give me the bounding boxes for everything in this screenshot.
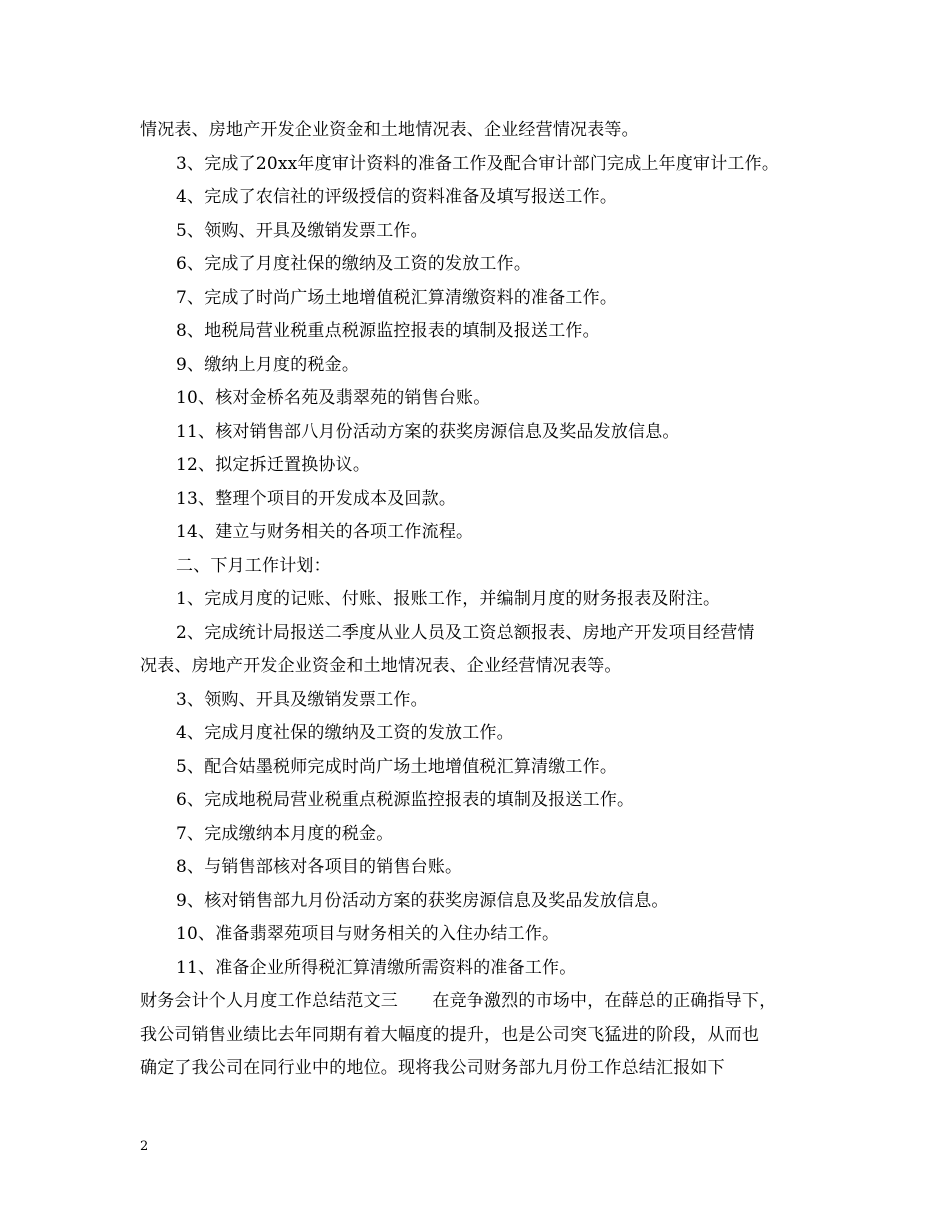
text-line: 确定了我公司在同行业中的地位。现将我公司财务部九月份工作总结汇报如下 <box>140 1058 725 1078</box>
text-line: 4、完成了农信社的评级授信的资料准备及填写报送工作。 <box>176 187 618 207</box>
text-line: 11、核对销售部八月份活动方案的获奖房源信息及奖品发放信息。 <box>176 421 680 442</box>
text-line: 6、完成了月度社保的缴纳及工资的发放工作。 <box>176 254 532 274</box>
text-line: 10、核对金桥名苑及翡翠苑的销售台账。 <box>176 388 491 408</box>
text-line: 我公司销售业绩比去年同期有着大幅度的提升，也是公司突飞猛进的阶段，从而也 <box>140 1024 760 1045</box>
text-line: 财务会计个人月度工作总结范文三 在竞争激烈的市场中，在薛总的正确指导下， <box>140 991 777 1011</box>
text-line: 9、缴纳上月度的税金。 <box>176 354 360 375</box>
text-line: 11、准备企业所得税汇算清缴所需资料的准备工作。 <box>176 957 577 978</box>
text-line: 7、完成缴纳本月度的税金。 <box>176 823 394 844</box>
text-line: 5、领购、开具及缴销发票工作。 <box>176 220 428 241</box>
text-line: 3、完成了20xx年度审计资料的准备工作及配合审计部门完成上年度审计工作。 <box>176 153 780 174</box>
document-body <box>140 114 840 1086</box>
text-line: 9、核对销售部九月份活动方案的获奖房源信息及奖品发放信息。 <box>176 890 669 911</box>
page-number: 2 <box>140 1139 149 1154</box>
text-line: 1、完成月度的记账、付账、报账工作，并编制月度的财务报表及附注。 <box>176 589 721 609</box>
text-line: 13、整理个项目的开发成本及回款。 <box>176 488 457 509</box>
text-line: 6、完成地税局营业税重点税源监控报表的填制及报送工作。 <box>176 790 635 810</box>
text-line: 12、拟定拆迁置换协议。 <box>176 455 371 475</box>
text-line: 情况表、房地产开发企业资金和土地情况表、企业经营情况表等。 <box>140 120 639 140</box>
text-line: 8、与销售部核对各项目的销售台账。 <box>176 857 463 877</box>
text-line: 4、完成月度社保的缴纳及工资的发放工作。 <box>176 723 514 743</box>
text-line: 2、完成统计局报送二季度从业人员及工资总额报表、房地产开发项目经营情 <box>176 622 755 643</box>
text-line: 14、建立与财务相关的各项工作流程。 <box>176 522 474 542</box>
text-line: 7、完成了时尚广场土地增值税汇算清缴资料的准备工作。 <box>176 287 618 308</box>
text-line: 10、准备翡翠苑项目与财务相关的入住办结工作。 <box>176 924 560 944</box>
text-line: 二、下月工作计划： <box>176 555 331 576</box>
text-line: 3、领购、开具及缴销发票工作。 <box>176 689 428 710</box>
text-line: 5、配合姑墨税师完成时尚广场土地增值税汇算清缴工作。 <box>176 756 618 777</box>
text-line: 况表、房地产开发企业资金和土地情况表、企业经营情况表等。 <box>140 656 622 676</box>
text-line: 8、地税局营业税重点税源监控报表的填制及报送工作。 <box>176 321 600 341</box>
